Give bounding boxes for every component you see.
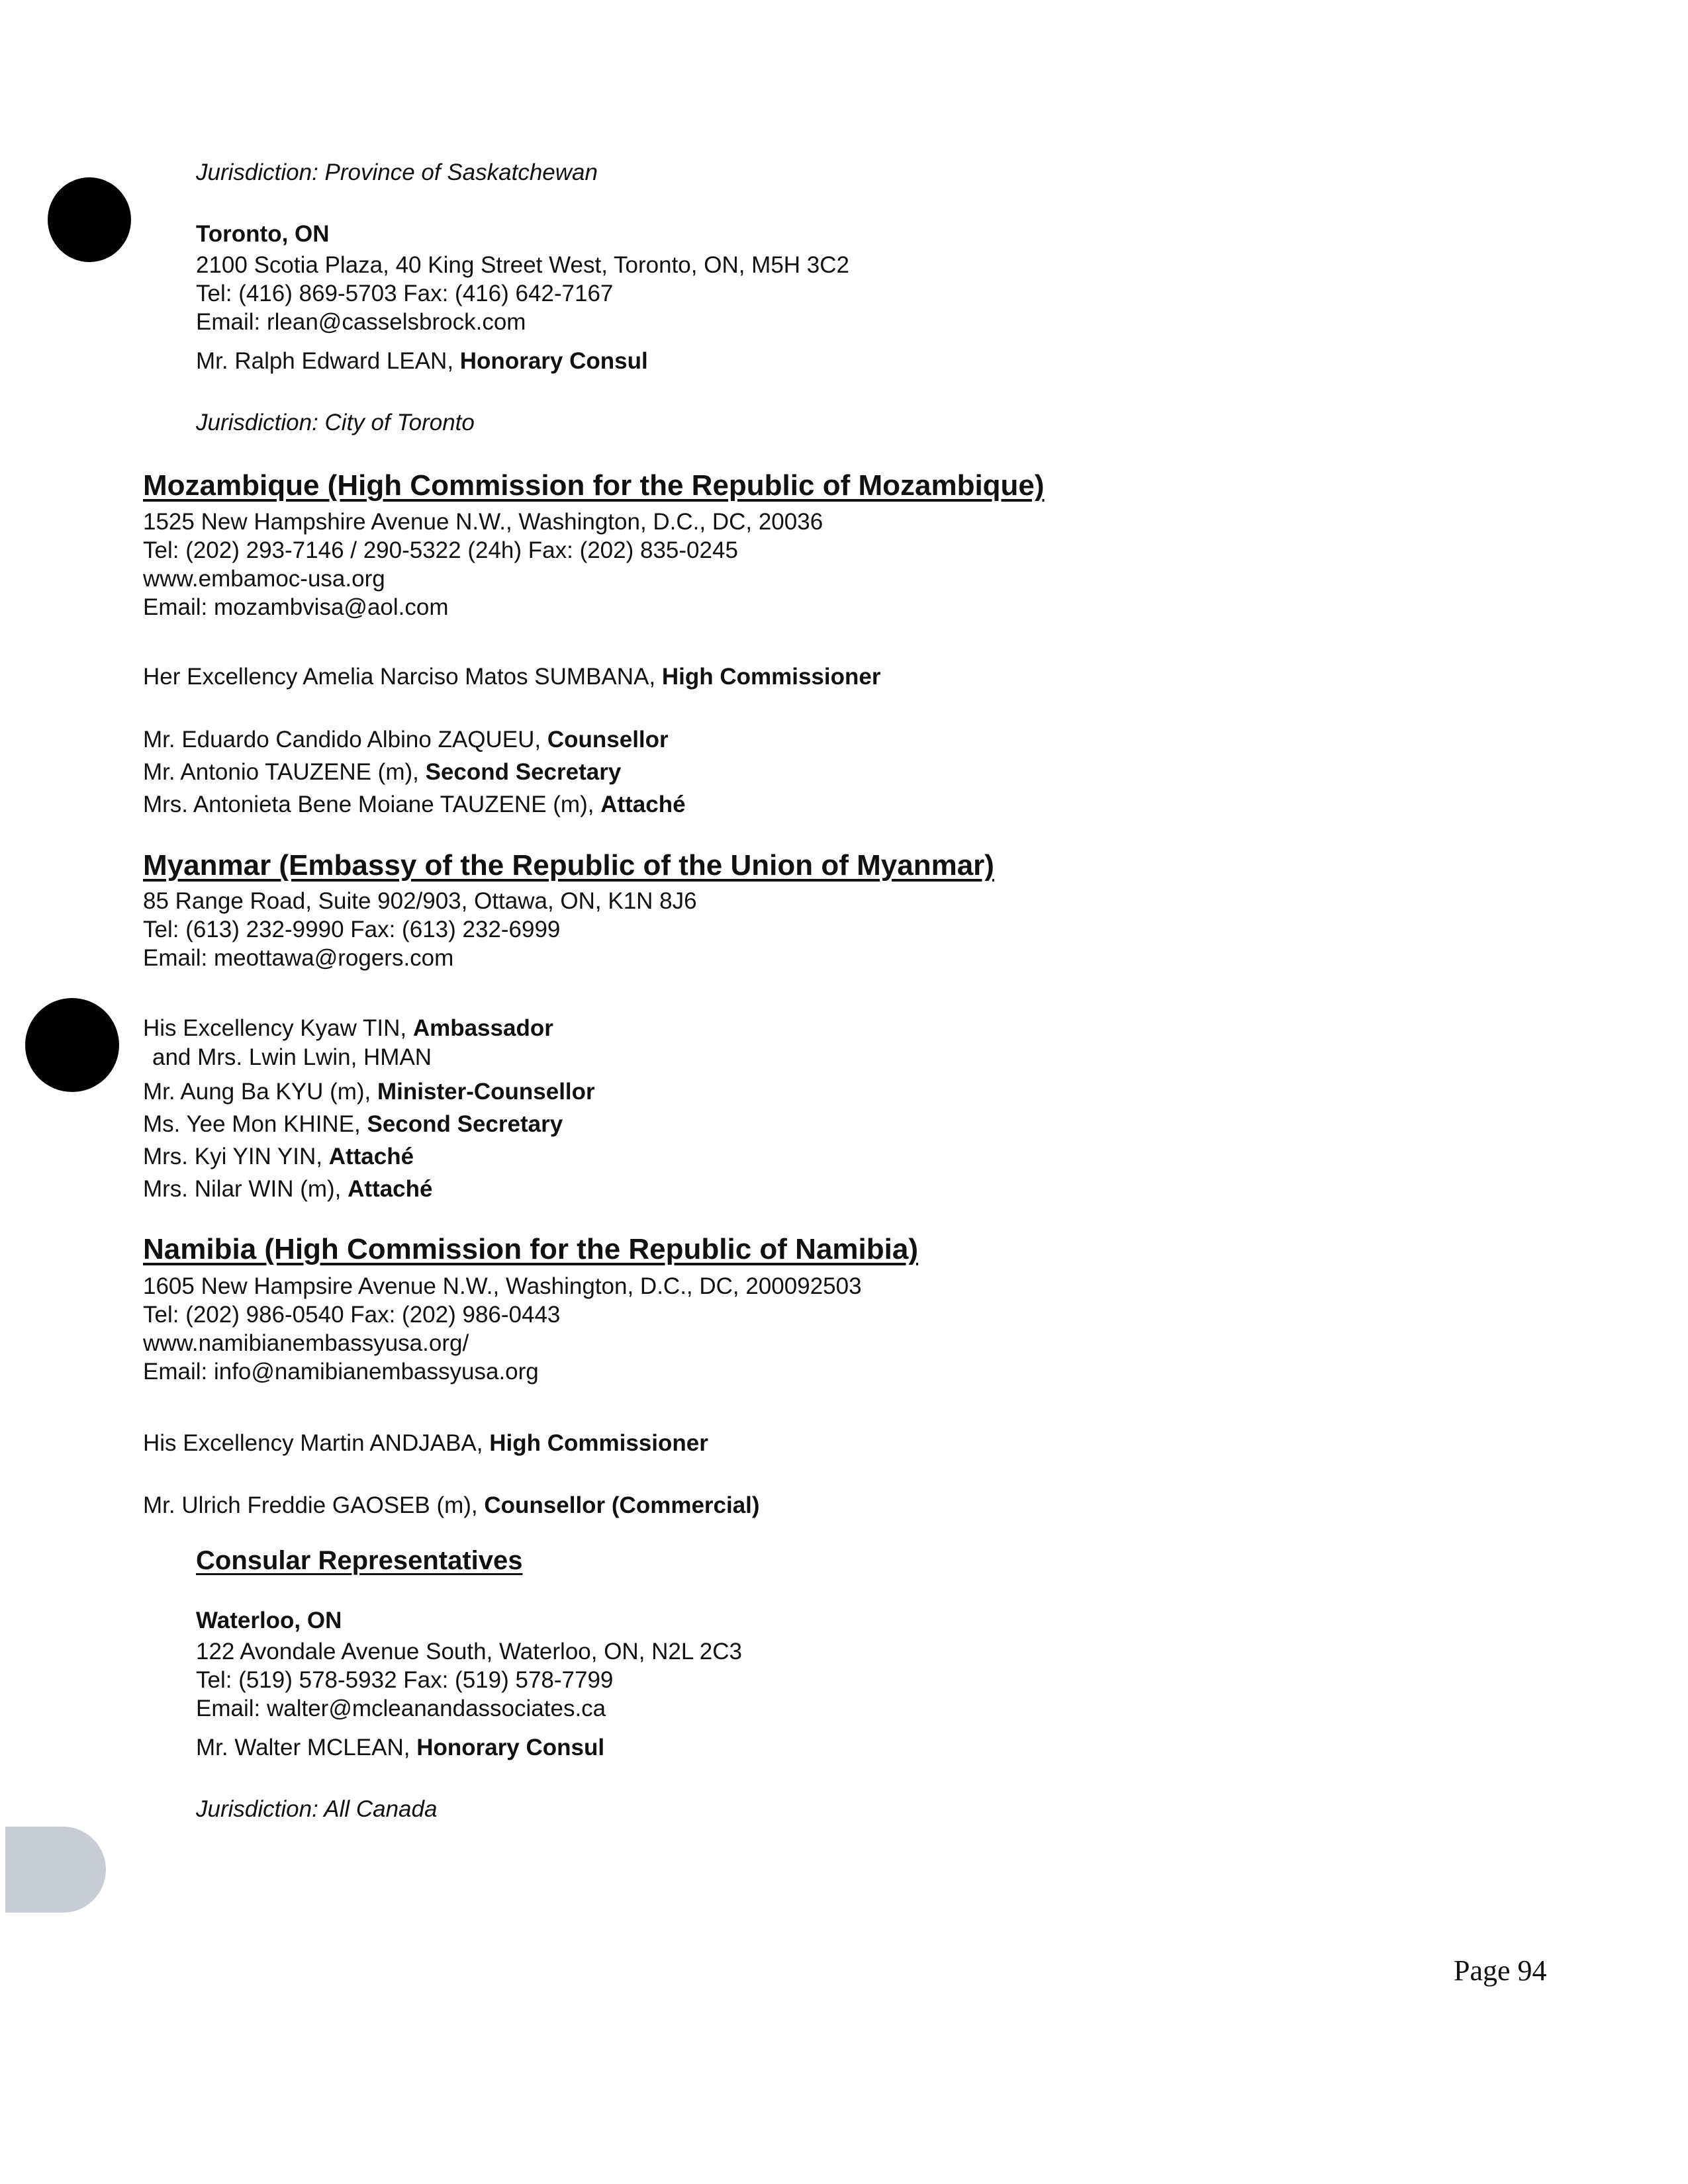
punch-hole [48, 177, 131, 262]
mission-email: Email: meottawa@rogers.com [143, 945, 454, 971]
person-title: Counsellor [547, 727, 669, 752]
head-of-mission [143, 1015, 553, 1042]
person-title: Honorary Consul [459, 348, 648, 374]
consulate-email: Email: rlean@casselsbrock.com [196, 309, 526, 335]
person-name: Mr. Aung Ba KYU (m), [143, 1079, 377, 1105]
consulate-tel-fax: Tel: (416) 869-5703 Fax: (416) 642-7167 [196, 281, 614, 306]
spouse-line: and Mrs. Lwin Lwin, HMAN [152, 1044, 432, 1070]
staff-entry [143, 1078, 595, 1106]
mission-email: Email: info@namibianembassyusa.org [143, 1359, 539, 1385]
person-title: Attaché [600, 792, 686, 817]
mission-website: www.namibianembassyusa.org/ [143, 1330, 469, 1356]
person-name: Mrs. Nilar WIN (m), [143, 1176, 348, 1202]
staff-entry [143, 1111, 563, 1138]
staff-entry [143, 791, 686, 819]
person-name: Mr. Walter MCLEAN, [196, 1735, 417, 1760]
person-name: Mr. Ralph Edward LEAN, [196, 348, 460, 374]
person-name: Mr. Ulrich Freddie GAOSEB (m), [143, 1492, 485, 1518]
person-name: Her Excellency Amelia Narciso Matos SUMBANA, [143, 664, 662, 690]
consulate-email: Email: walter@mcleanandassociates.ca [196, 1696, 606, 1721]
staff-entry [143, 1175, 432, 1203]
consulate-city: Toronto, ON [196, 221, 330, 247]
person-title: Honorary Consul [416, 1735, 605, 1760]
person-title: Attaché [348, 1176, 433, 1202]
head-of-mission [143, 663, 880, 691]
mission-address: 1525 New Hampshire Avenue N.W., Washington, D.C., DC, 20036 [143, 509, 823, 535]
person-name: Mr. Eduardo Candido Albino ZAQUEU, [143, 727, 547, 752]
person-name: His Excellency Martin ANDJABA, [143, 1430, 490, 1456]
staff-entry [143, 758, 621, 786]
mission-tel-fax: Tel: (202) 986-0540 Fax: (202) 986-0443 [143, 1302, 561, 1328]
person-title: Second Secretary [367, 1111, 563, 1137]
person-title: Attaché [328, 1144, 414, 1169]
person-title: Second Secretary [425, 759, 622, 785]
person-title: High Commissioner [661, 664, 881, 690]
country-heading-myanmar: Myanmar (Embassy of the Republic of the Union of Myanmar) [143, 849, 994, 882]
person-title: Ambassador [412, 1015, 553, 1041]
page-number: Page 94 [1454, 1954, 1547, 1987]
staff-entry [143, 1143, 414, 1171]
person-name: Mrs. Kyi YIN YIN, [143, 1144, 329, 1169]
mission-website: www.embamoc-usa.org [143, 566, 385, 592]
consulate-city: Waterloo, ON [196, 1608, 342, 1633]
punch-hole [25, 998, 119, 1092]
person-title: Counsellor (Commercial) [484, 1492, 760, 1518]
person-name: His Excellency Kyaw TIN, [143, 1015, 413, 1041]
mission-email: Email: mozambvisa@aol.com [143, 594, 449, 620]
person-name: Mr. Antonio TAUZENE (m), [143, 759, 426, 785]
mission-address: 1605 New Hampsire Avenue N.W., Washington, D.C., DC, 200092503 [143, 1273, 862, 1299]
consul-entry [196, 1734, 604, 1762]
mission-tel-fax: Tel: (202) 293-7146 / 290-5322 (24h) Fax: (202) 835-0245 [143, 537, 738, 563]
jurisdiction-line: Jurisdiction: All Canada [196, 1796, 438, 1822]
consul-entry [196, 347, 648, 375]
jurisdiction-line: Jurisdiction: City of Toronto [196, 410, 475, 435]
country-heading-namibia: Namibia (High Commission for the Republic of Namibia) [143, 1233, 918, 1265]
scan-tab-mark [5, 1827, 106, 1913]
staff-entry [143, 1492, 760, 1520]
consulate-tel-fax: Tel: (519) 578-5932 Fax: (519) 578-7799 [196, 1667, 614, 1693]
mission-tel-fax: Tel: (613) 232-9990 Fax: (613) 232-6999 [143, 917, 561, 942]
country-heading-mozambique: Mozambique (High Commission for the Republic of Mozambique) [143, 469, 1045, 502]
consulate-address: 2100 Scotia Plaza, 40 King Street West, Toronto, ON, M5H 3C2 [196, 252, 849, 278]
person-name: Ms. Yee Mon KHINE, [143, 1111, 367, 1137]
staff-entry [143, 726, 669, 754]
person-title: Minister-Counsellor [377, 1079, 595, 1105]
mission-address: 85 Range Road, Suite 902/903, Ottawa, ON, K1N 8J6 [143, 888, 697, 914]
head-of-mission [143, 1430, 708, 1457]
consulate-address: 122 Avondale Avenue South, Waterloo, ON, N2L 2C3 [196, 1639, 742, 1664]
person-name: Mrs. Antonieta Bene Moiane TAUZENE (m), [143, 792, 601, 817]
person-title: High Commissioner [489, 1430, 708, 1456]
consular-representatives-heading: Consular Representatives [196, 1546, 523, 1575]
jurisdiction-line: Jurisdiction: Province of Saskatchewan [196, 159, 598, 185]
